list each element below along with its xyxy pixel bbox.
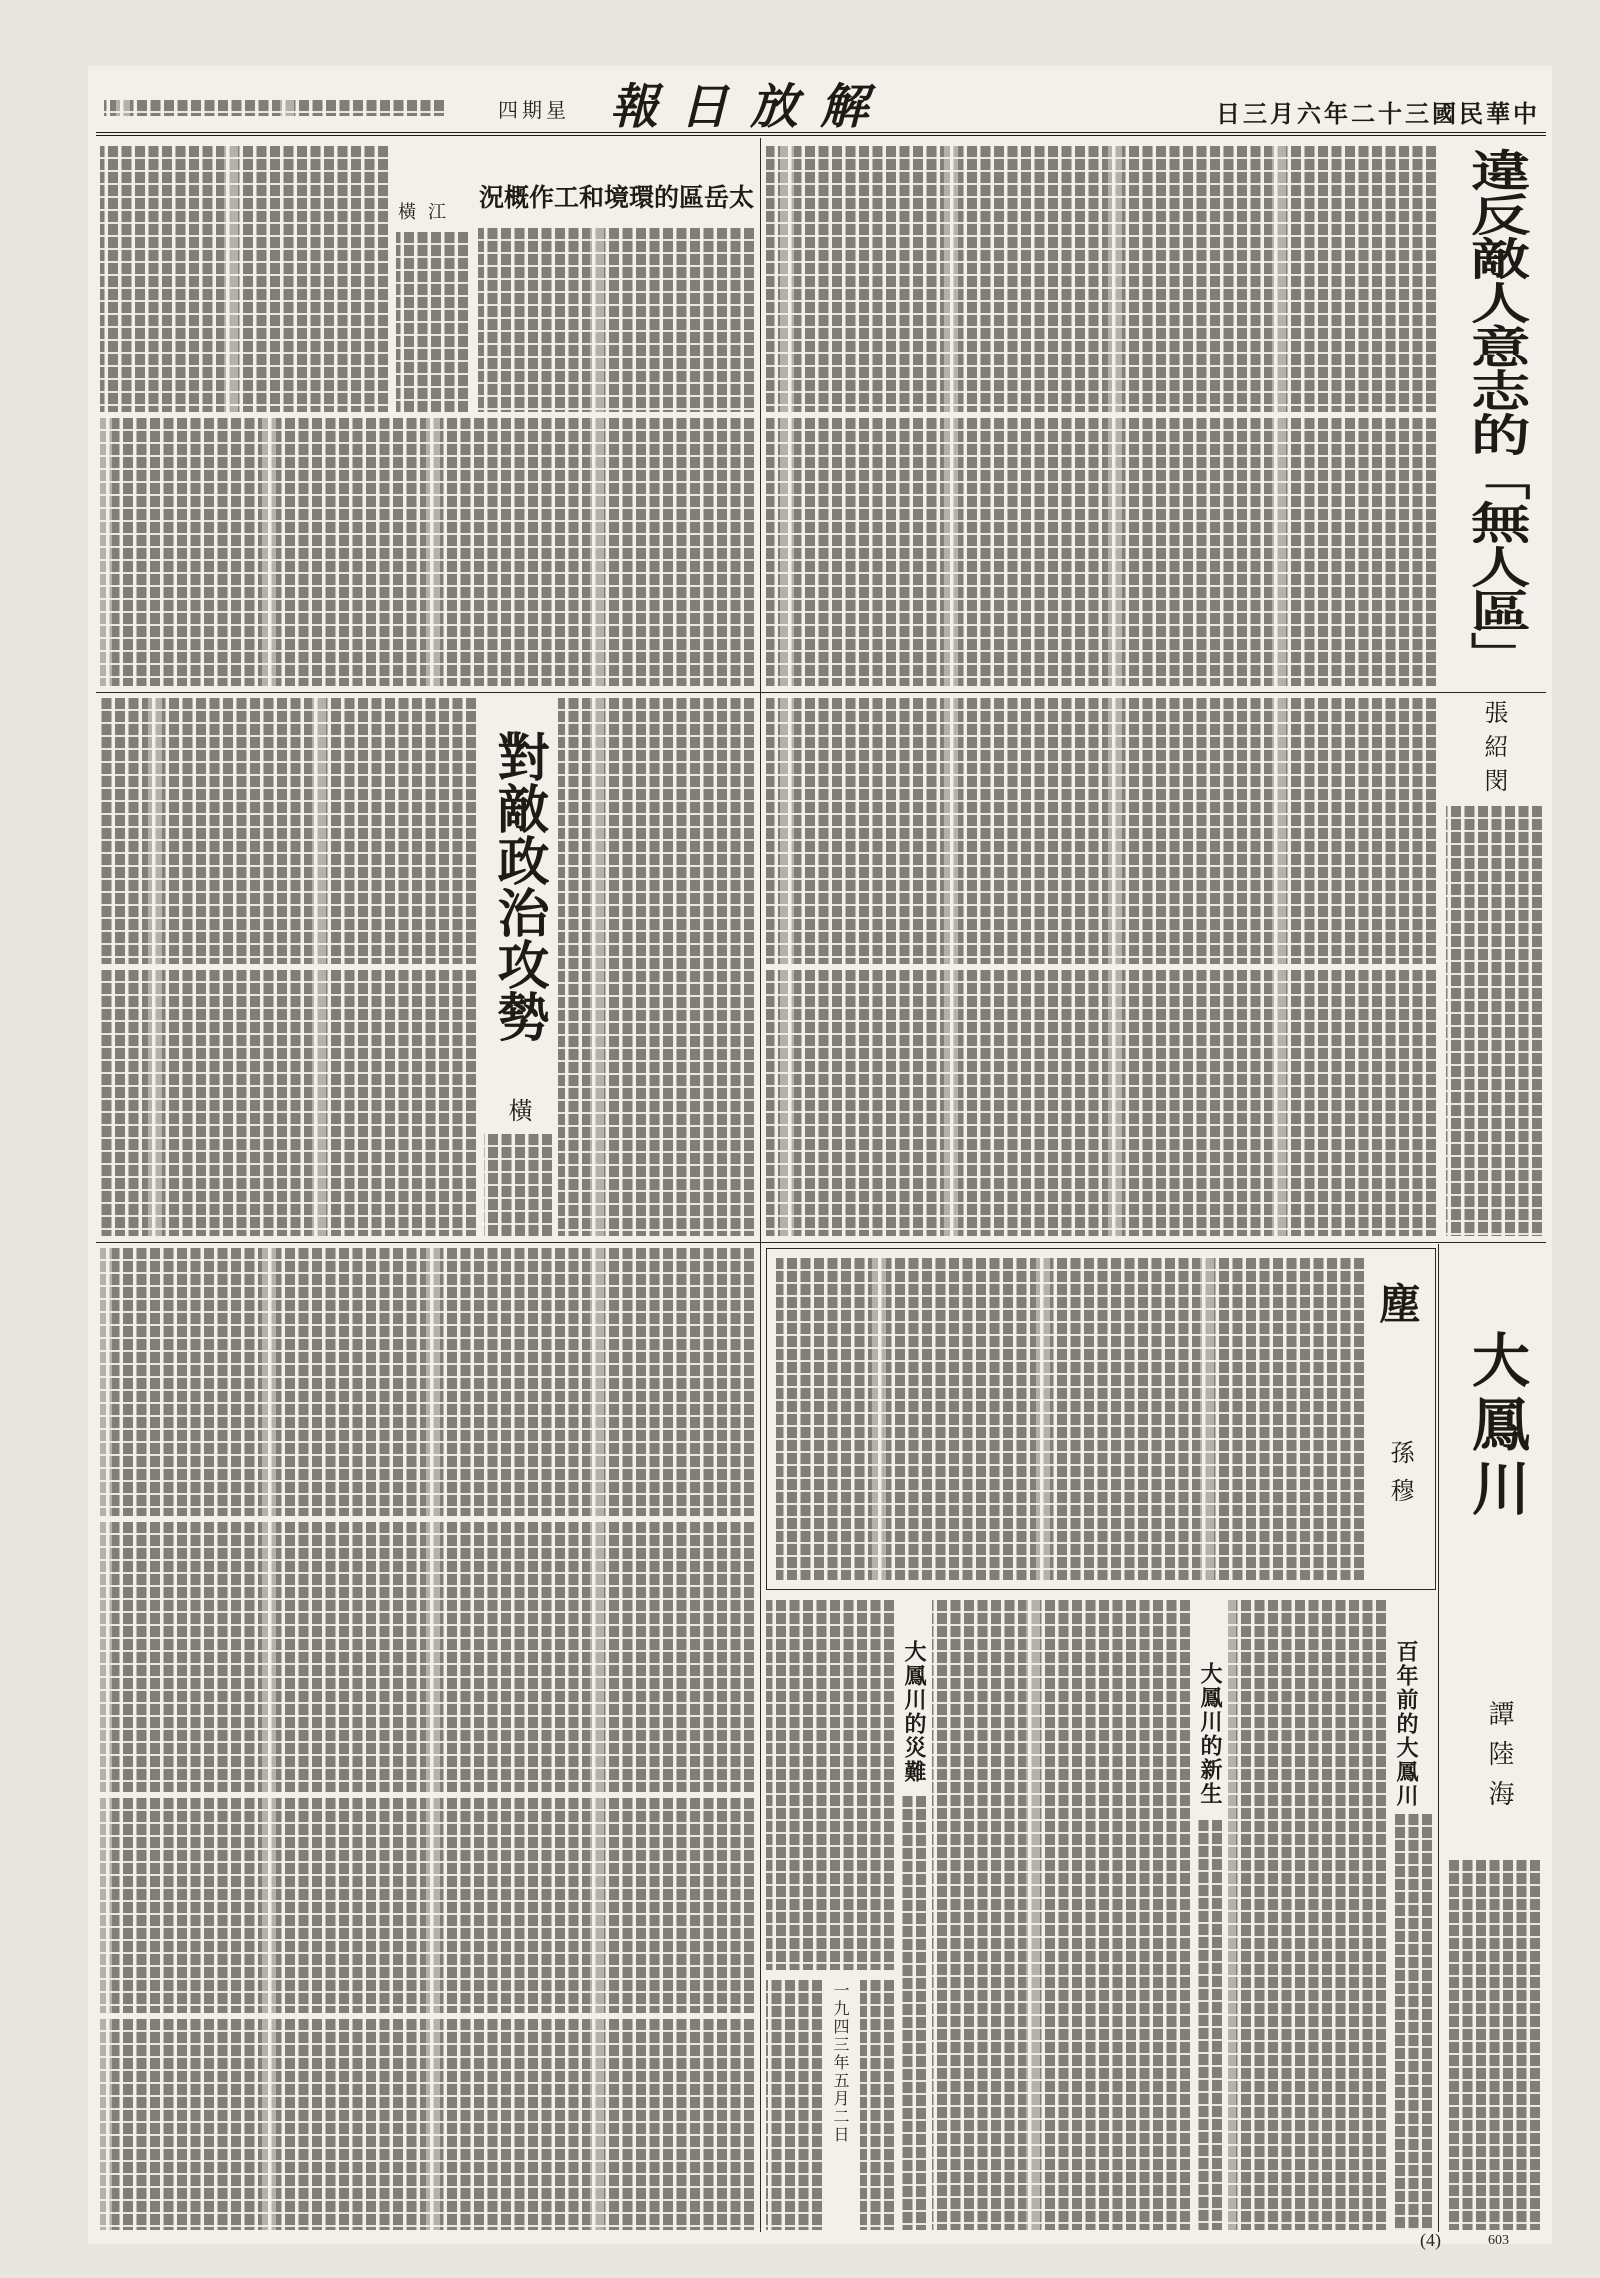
poem-text-block xyxy=(1446,1860,1540,2230)
article-headline-no-man-zone: 違反敵人意志的「無人區」 xyxy=(1460,148,1530,676)
header-date: 中華民國三十二年六月三日 xyxy=(1216,99,1540,128)
poem-text-block xyxy=(1198,1820,1222,2230)
center-column-divider xyxy=(760,138,761,2232)
body-text-block xyxy=(396,232,468,412)
body-text-block xyxy=(766,146,1436,412)
body-text-block xyxy=(100,970,476,1236)
header-rule xyxy=(96,132,1546,136)
body-text-block xyxy=(100,1798,754,2013)
body-text-block xyxy=(100,418,754,686)
poem-text-block xyxy=(860,1980,894,2230)
poem-text-block xyxy=(1228,1600,1386,2230)
poem-author-dust: 孫穆 xyxy=(1386,1440,1414,1516)
body-text-block xyxy=(484,1134,552,1236)
article-headline-political-offensive: 對敵政治攻勢 xyxy=(488,730,549,1042)
body-text-block xyxy=(478,228,754,412)
section-divider-upper xyxy=(96,692,1546,693)
body-text-block xyxy=(100,2019,754,2230)
masthead: 解放日報 xyxy=(609,79,890,135)
poem-title-dust: 塵 xyxy=(1373,1282,1422,1324)
body-text-block xyxy=(766,418,1436,686)
dafengchuan-title-divider xyxy=(1438,1244,1439,2232)
body-text-block xyxy=(766,698,1436,964)
header-left-text-block xyxy=(104,100,444,116)
poem-text-block xyxy=(766,1600,894,1970)
body-text-block xyxy=(100,698,476,964)
poem-text-block xyxy=(902,1796,926,2230)
poem-text-block xyxy=(932,1600,1190,2230)
section-divider-lower xyxy=(96,1242,1546,1243)
poem-text-block xyxy=(776,1258,1364,1580)
body-text-block xyxy=(100,1522,754,1792)
body-text-block xyxy=(558,698,754,1236)
poem-text-block xyxy=(766,1980,822,2230)
header-weekday: 星期四 xyxy=(498,98,570,122)
article-author-no-man-zone: 張紹閔 xyxy=(1480,700,1508,802)
article-author-taiyue: 江橫 xyxy=(398,202,458,223)
article-headline-taiyue: 太岳區的環境和工作概況 xyxy=(478,183,754,212)
body-text-block xyxy=(766,970,1436,1236)
body-text-block xyxy=(100,146,388,412)
poem-author-dafengchuan: 譚陸海 xyxy=(1484,1700,1514,1820)
poem-section-heading: 大鳳川的新生 xyxy=(1197,1662,1223,1806)
article-author-political-offensive: 橫 xyxy=(504,1098,532,1132)
body-text-block xyxy=(100,1248,754,1516)
poem-section-heading: 大鳳川的災難 xyxy=(901,1640,927,1784)
poem-title-dafengchuan: 大鳳川 xyxy=(1462,1330,1530,1522)
poem-text-block xyxy=(1394,1814,1432,2230)
body-text-block xyxy=(1446,806,1542,1236)
page-serial-number: 603 xyxy=(1488,2233,1509,2248)
page-number: (4) xyxy=(1420,2230,1441,2250)
poem-dateline: 一九四三年五月二日 xyxy=(831,1982,850,2144)
poem-section-heading: 百年前的大鳳川 xyxy=(1393,1640,1419,1808)
